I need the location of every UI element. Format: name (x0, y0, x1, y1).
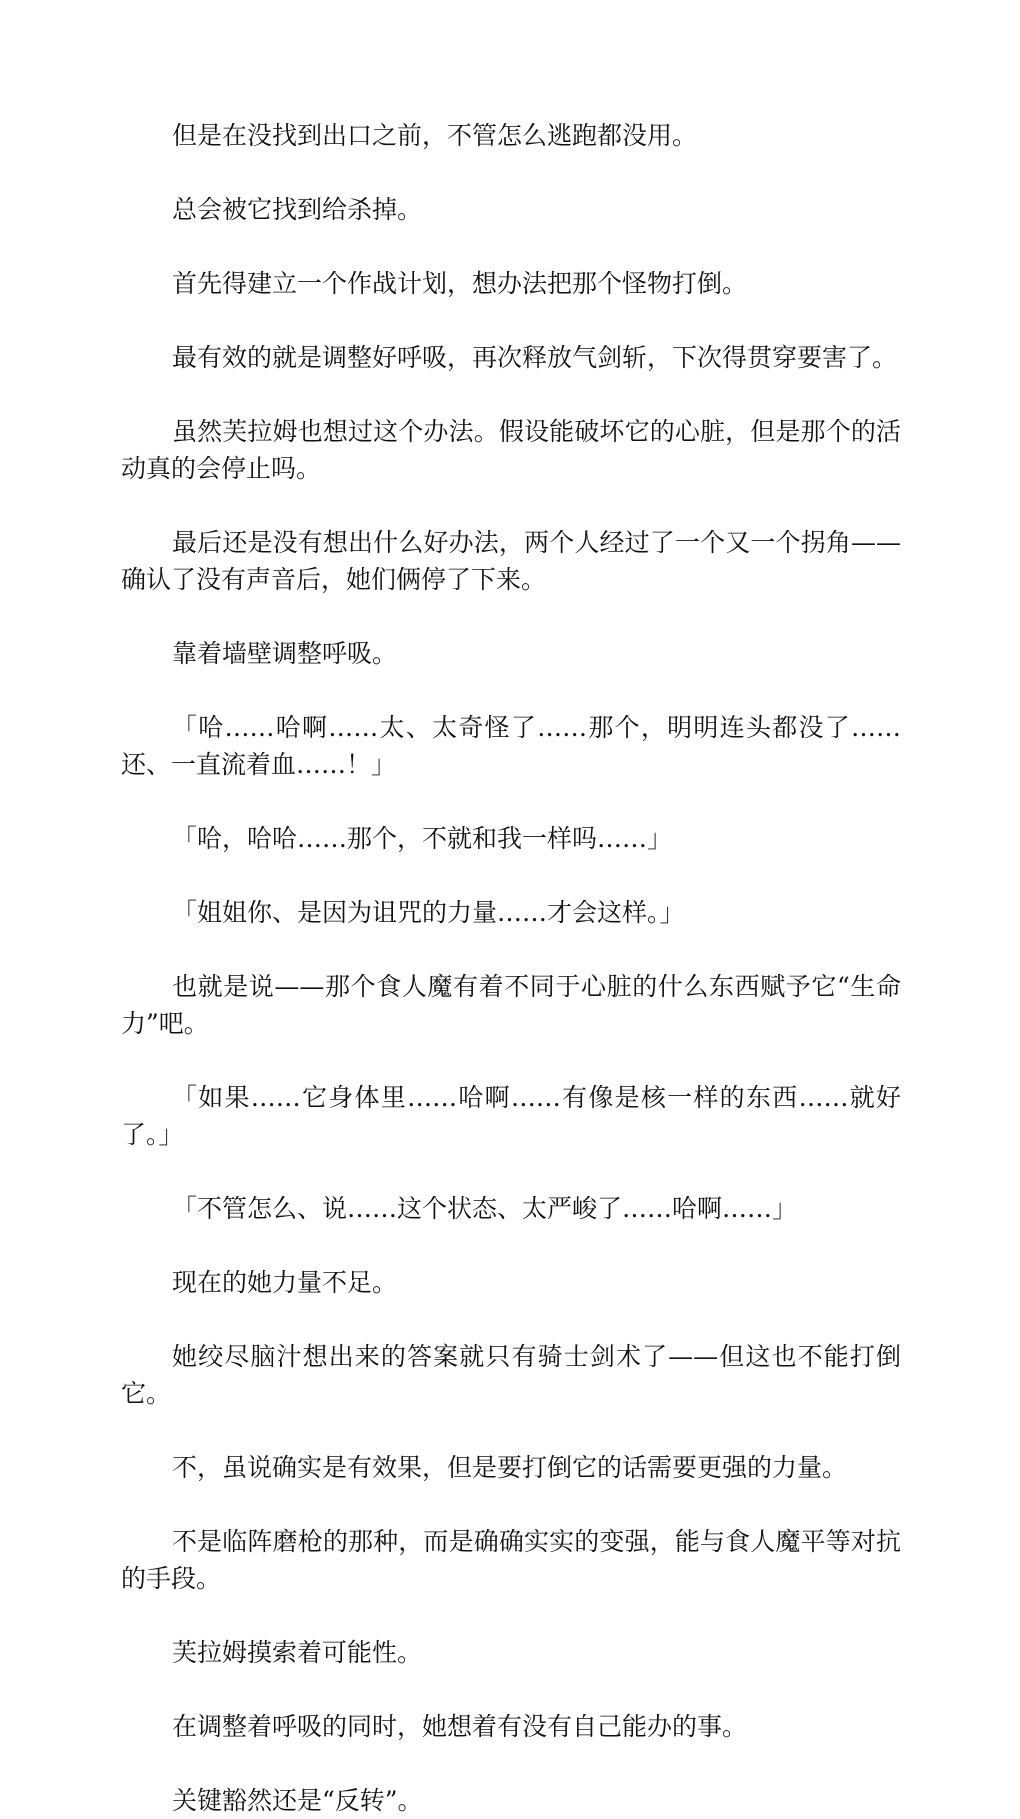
paragraph: 总会被它找到给杀掉。 (172, 195, 423, 224)
dialogue-paragraph: 「不管怎么、说……这个状态、太严峻了……哈啊……」 (172, 1194, 798, 1223)
paragraph: 芙拉姆摸索着可能性。 (172, 1638, 423, 1667)
text-body (121, 117, 901, 1819)
paragraph: 不是临阵磨枪的那种，而是确确实实的变强，能与食人魔平等对抗的手段。 (121, 1527, 901, 1593)
paragraph: 靠着墙壁调整呼吸。 (172, 639, 398, 668)
paragraph: 现在的她力量不足。 (172, 1268, 398, 1297)
paragraph: 不，虽说确实是有效果，但是要打倒它的话需要更强的力量。 (172, 1453, 848, 1482)
paragraph: 最有效的就是调整好呼吸，再次释放气剑斩，下次得贯穿要害了。 (172, 343, 898, 372)
dialogue-paragraph: 「如果……它身体里……哈啊……有像是核一样的东西……就好了。」 (121, 1083, 901, 1149)
paragraph: 首先得建立一个作战计划，想办法把那个怪物打倒。 (172, 269, 748, 298)
dialogue-paragraph: 「哈，哈哈……那个，不就和我一样吗……」 (172, 824, 673, 853)
paragraph: 在调整着呼吸的同时，她想着有没有自己能办的事。 (172, 1712, 748, 1741)
paragraph: 也就是说——那个食人魔有着不同于心脏的什么东西赋予它“生命力”吧。 (121, 972, 901, 1038)
paragraph: 关键豁然还是“反转”。 (172, 1786, 423, 1815)
paragraph: 虽然芙拉姆也想过这个办法。假设能破坏它的心脏，但是那个的活动真的会停止吗。 (121, 417, 901, 483)
dialogue-paragraph: 「哈……哈啊……太、太奇怪了……那个，明明连头都没了……还、一直流着血……！」 (121, 713, 901, 779)
paragraph: 但是在没找到出口之前，不管怎么逃跑都没用。 (172, 121, 698, 150)
paragraph: 最后还是没有想出什么好办法，两个人经过了一个又一个拐角——确认了没有声音后，她们俩停了下来。 (121, 528, 901, 594)
dialogue-paragraph: 「姐姐你、是因为诅咒的力量……才会这样。」 (172, 898, 685, 927)
paragraph: 她绞尽脑汁想出来的答案就只有骑士剑术了——但这也不能打倒它。 (121, 1342, 901, 1408)
